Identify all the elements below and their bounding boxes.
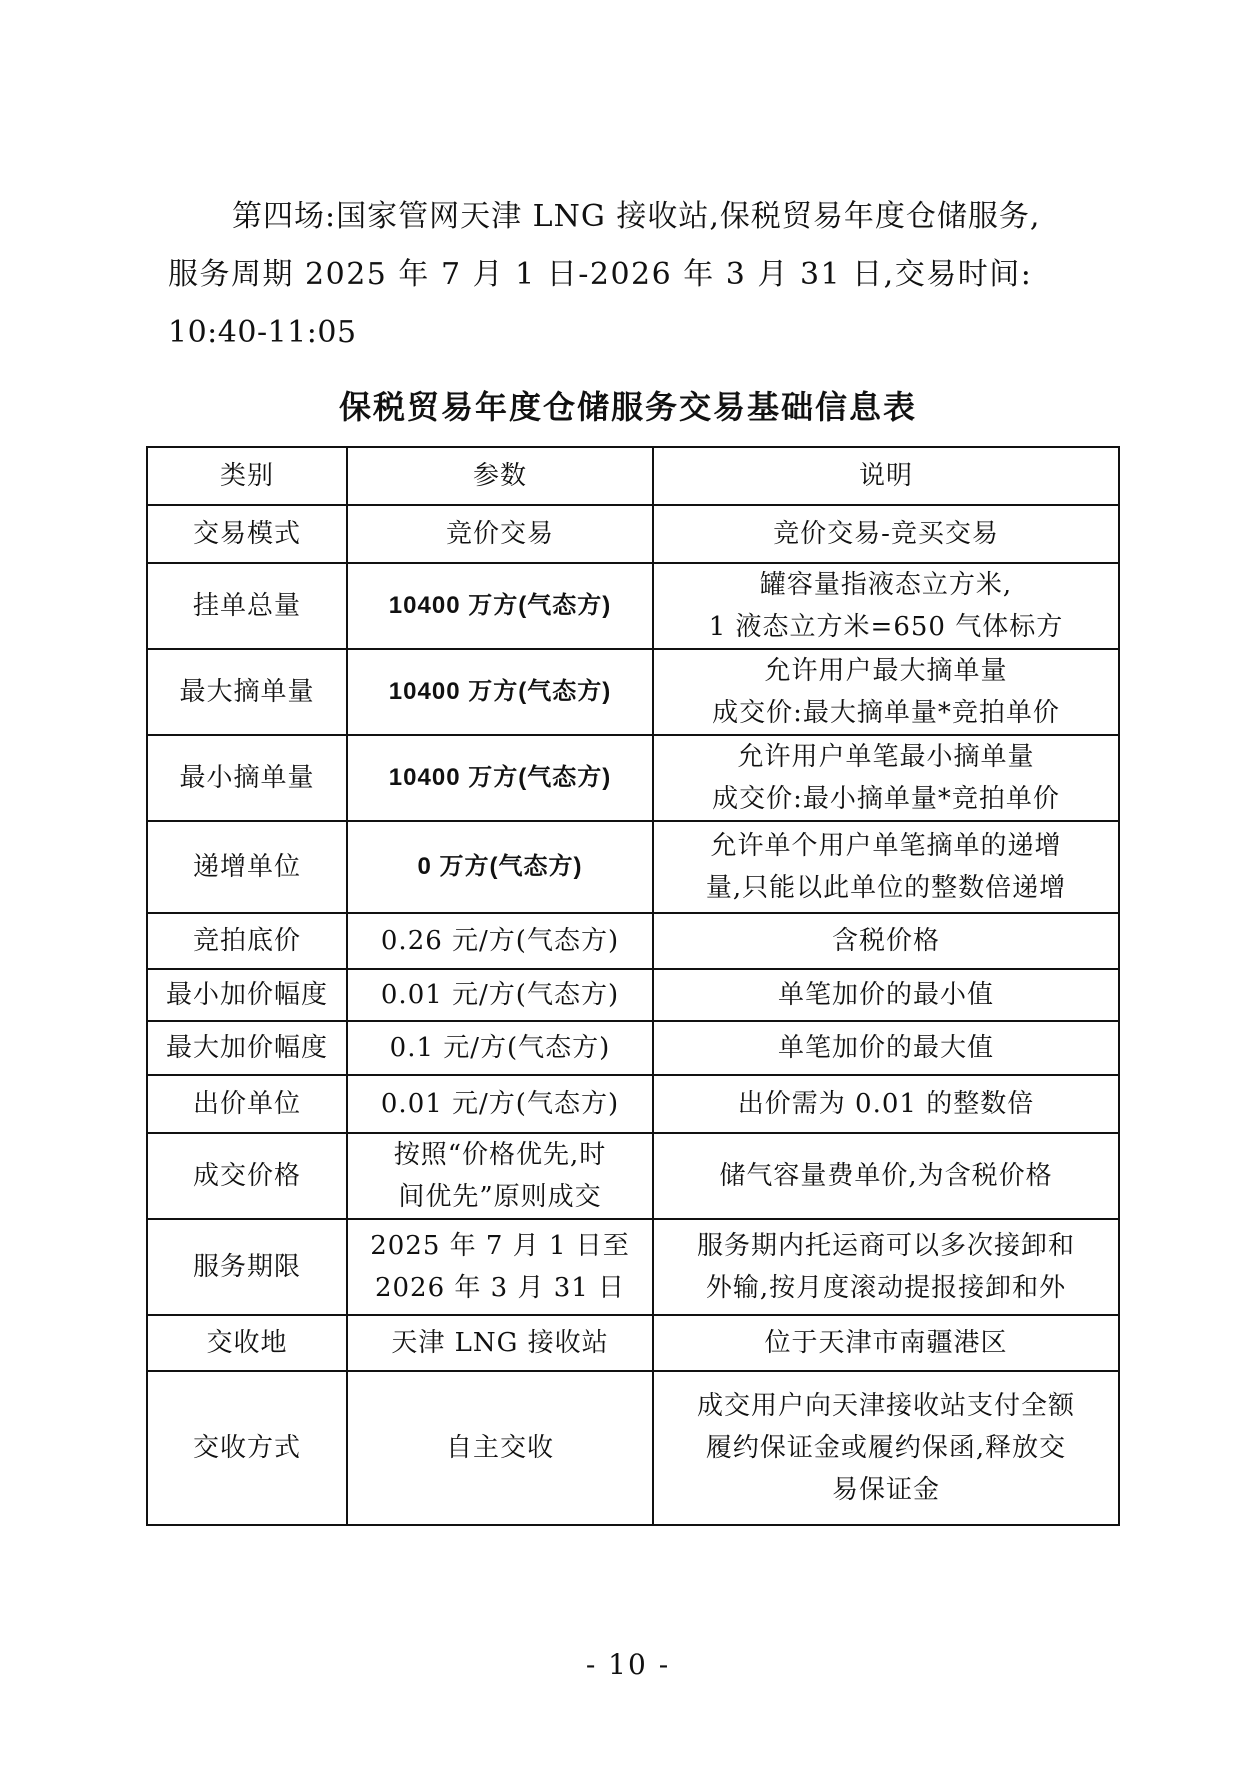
cell-param: 2025 年 7 月 1 日至 2026 年 3 月 31 日 <box>347 1219 653 1315</box>
cell-desc: 服务期内托运商可以多次接卸和 外输,按月度滚动提报接卸和外 <box>653 1219 1119 1315</box>
table-row <box>147 821 1119 913</box>
table-row <box>147 1371 1119 1525</box>
cell-category: 交收方式 <box>147 1371 347 1525</box>
cell-param: 0.01 元/方(气态方) <box>347 1075 653 1133</box>
cell-category: 交收地 <box>147 1315 347 1371</box>
cell-category: 交易模式 <box>147 505 347 563</box>
cell-category: 最小摘单量 <box>147 735 347 821</box>
table-header-row <box>147 447 1119 505</box>
table-title: 保税贸易年度仓储服务交易基础信息表 <box>338 388 917 426</box>
cell-desc: 允许用户单笔最小摘单量 成交价:最小摘单量*竞拍单价 <box>653 735 1119 821</box>
cell-param: 天津 LNG 接收站 <box>347 1315 653 1371</box>
cell-param: 自主交收 <box>347 1371 653 1525</box>
table-row <box>147 1075 1119 1133</box>
intro-line-2: 服务周期 2025 年 7 月 1 日-2026 年 3 月 31 日,交易时间: <box>168 257 1033 292</box>
table-row <box>147 1021 1119 1075</box>
table-row <box>147 1219 1119 1315</box>
cell-desc: 单笔加价的最大值 <box>653 1021 1119 1075</box>
intro-paragraph <box>168 188 1098 362</box>
cell-desc: 出价需为 0.01 的整数倍 <box>653 1075 1119 1133</box>
cell-param: 10400 万方(气态方) <box>347 735 653 821</box>
cell-param: 0.01 元/方(气态方) <box>347 969 653 1021</box>
cell-desc: 允许单个用户单笔摘单的递增 量,只能以此单位的整数倍递增 <box>653 821 1119 913</box>
cell-desc: 含税价格 <box>653 913 1119 969</box>
table-row <box>147 969 1119 1021</box>
table-row <box>147 1315 1119 1371</box>
cell-category: 挂单总量 <box>147 563 347 649</box>
header-category: 类别 <box>147 447 347 505</box>
table-row <box>147 1133 1119 1219</box>
cell-desc: 储气容量费单价,为含税价格 <box>653 1133 1119 1219</box>
info-table <box>146 446 1120 1526</box>
cell-desc: 位于天津市南疆港区 <box>653 1315 1119 1371</box>
cell-category: 递增单位 <box>147 821 347 913</box>
cell-param: 10400 万方(气态方) <box>347 649 653 735</box>
table-row <box>147 735 1119 821</box>
cell-category: 成交价格 <box>147 1133 347 1219</box>
cell-param: 竞价交易 <box>347 505 653 563</box>
cell-desc: 成交用户向天津接收站支付全额 履约保证金或履约保函,释放交 易保证金 <box>653 1371 1119 1525</box>
table-row <box>147 563 1119 649</box>
cell-param: 0.26 元/方(气态方) <box>347 913 653 969</box>
cell-category: 最大摘单量 <box>147 649 347 735</box>
table-row <box>147 649 1119 735</box>
cell-desc: 罐容量指液态立方米, 1 液态立方米=650 气体标方 <box>653 563 1119 649</box>
cell-param: 10400 万方(气态方) <box>347 563 653 649</box>
intro-line-3: 10:40-11:05 <box>168 315 357 350</box>
cell-category: 出价单位 <box>147 1075 347 1133</box>
cell-param: 0 万方(气态方) <box>347 821 653 913</box>
cell-desc: 允许用户最大摘单量 成交价:最大摘单量*竞拍单价 <box>653 649 1119 735</box>
header-param: 参数 <box>347 447 653 505</box>
cell-param: 0.1 元/方(气态方) <box>347 1021 653 1075</box>
page-number: - 10 - <box>585 1648 671 1681</box>
table-row <box>147 913 1119 969</box>
cell-category: 最小加价幅度 <box>147 969 347 1021</box>
header-desc: 说明 <box>653 447 1119 505</box>
cell-param: 按照“价格优先,时 间优先”原则成交 <box>347 1133 653 1219</box>
cell-category: 服务期限 <box>147 1219 347 1315</box>
intro-line-1: 第四场:国家管网天津 LNG 接收站,保税贸易年度仓储服务, <box>232 199 1041 234</box>
table-row <box>147 505 1119 563</box>
cell-category: 最大加价幅度 <box>147 1021 347 1075</box>
cell-desc: 竞价交易-竞买交易 <box>653 505 1119 563</box>
cell-desc: 单笔加价的最小值 <box>653 969 1119 1021</box>
cell-category: 竞拍底价 <box>147 913 347 969</box>
